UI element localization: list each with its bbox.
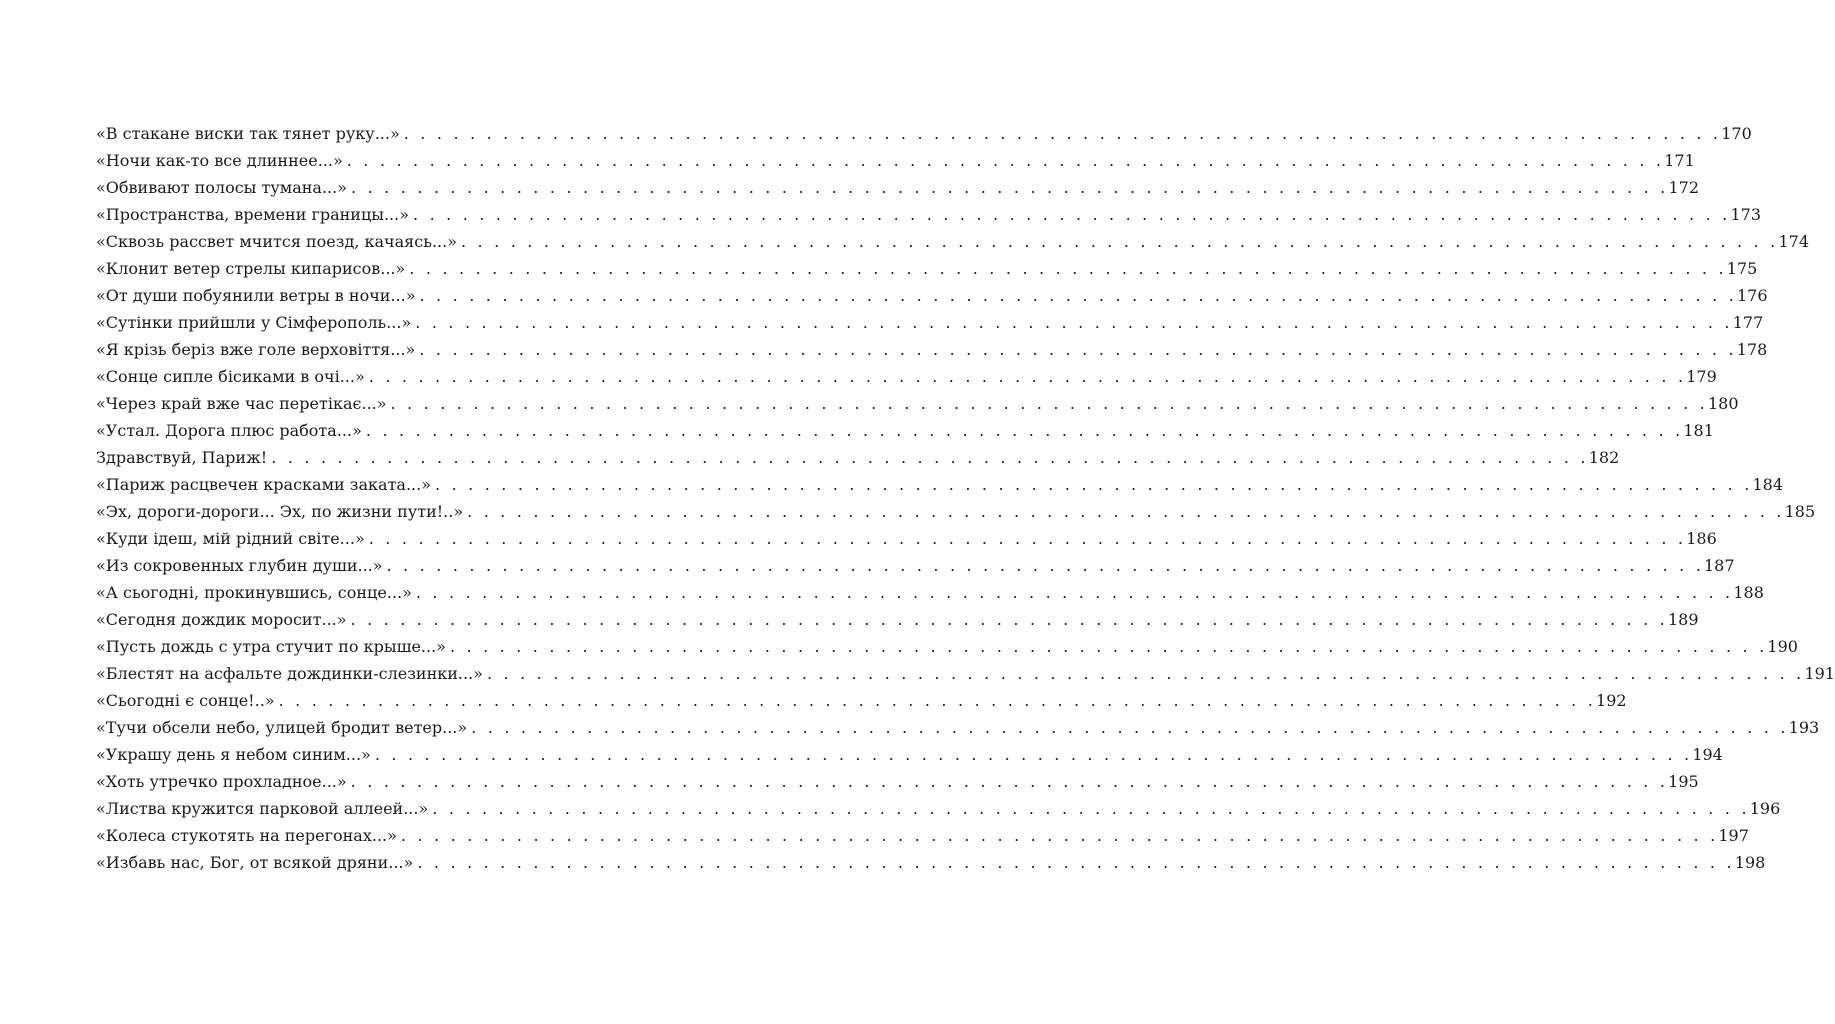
toc-entry (96, 745, 1723, 772)
toc-entry-page-number: 188 (1733, 583, 1764, 602)
toc-entry (96, 529, 1717, 556)
toc-entry (96, 826, 1749, 853)
toc-entry-page-number: 174 (1778, 232, 1809, 251)
toc-entry-title: «Я крізь беріз вже голе верховіття...» (96, 340, 416, 359)
toc-entry (96, 718, 1820, 745)
toc-entry-title: «Пространства, времени границы...» (96, 205, 410, 224)
toc-entry (96, 259, 1758, 286)
toc-dot-leader: . . . . . . . . . . . . . . . . . . . . . . . . . . . . . . . . . . . . . . . . . . . . . . . . . . . . . . . . . . . . . . . . . . . . . . . . . . . . . . . . (368, 529, 1687, 548)
toc-entry-page-number: 176 (1736, 286, 1768, 305)
toc-entry-page-number: 192 (1596, 691, 1627, 710)
toc-dot-leader: . . . . . . . . . . . . . . . . . . . . . . . . . . . . . . . . . . . . . . . . . . . . . . . . . . . . . . . . . . . . . . . . . . . . . . . . . . . . . . . . (350, 610, 1668, 629)
toc-entry (96, 232, 1809, 259)
toc-entry-title: «Из сокровенных глубин души...» (96, 556, 383, 575)
toc-entry (96, 556, 1735, 583)
toc-entry-page-number: 198 (1734, 853, 1766, 872)
toc-dot-leader: . . . . . . . . . . . . . . . . . . . . . . . . . . . . . . . . . . . . . . . . . . . . . . . . . . . . . . . . . . . . . . . . . . . . . . . . . . . . . . . . (417, 853, 1735, 872)
toc-entry-page-number: 175 (1726, 259, 1758, 278)
toc-entry-title: «Сегодня дождик моросит...» (96, 610, 347, 629)
toc-entry (96, 502, 1816, 529)
toc-entry-page-number: 194 (1692, 745, 1723, 764)
toc-entry-title: «Устал. Дорога плюс работа...» (96, 421, 362, 440)
toc-entry-page-number: 191 (1804, 664, 1835, 683)
toc-dot-leader: . . . . . . . . . . . . . . . . . . . . . . . . . . . . . . . . . . . . . . . . . . . . . . . . . . . . . . . . . . . . . . . . . . . . . . . . . . . . . . . . (374, 745, 1693, 764)
toc-entry (96, 178, 1700, 205)
toc-dot-leader: . . . . . . . . . . . . . . . . . . . . . . . . . . . . . . . . . . . . . . . . . . . . . . . . . . . . . . . . . . . . . . . . . . . . . . . . . . . . . . . . (386, 556, 1704, 575)
toc-entry-page-number: 182 (1588, 448, 1620, 467)
toc-entry-page-number: 186 (1686, 529, 1717, 548)
toc-entry (96, 313, 1764, 340)
toc-dot-leader: . . . . . . . . . . . . . . . . . . . . . . . . . . . . . . . . . . . . . . . . . . . . . . . . . . . . . . . . . . . . . . . . . . . . . . . . . . . . . . . . (350, 772, 1669, 791)
toc-dot-leader: . . . . . . . . . . . . . . . . . . . . . . . . . . . . . . . . . . . . . . . . . . . . . . . . . . . . . . . . . . . . . . . . . . . . . . . . . . . . . . . . (413, 205, 1731, 224)
toc-entry-title: «В стакане виски так тянет руку...» (96, 124, 400, 143)
toc-entry-page-number: 196 (1749, 799, 1781, 818)
toc-dot-leader: . . . . . . . . . . . . . . . . . . . . . . . . . . . . . . . . . . . . . . . . . . . . . . . . . . . . . . . . . . . . . . . . . . . . . . . . . . . . . . . . (278, 691, 1597, 710)
toc-entry (96, 394, 1739, 421)
toc-entry-page-number: 181 (1683, 421, 1714, 440)
toc-entry-page-number: 180 (1707, 394, 1739, 413)
toc-entry-page-number: 177 (1732, 313, 1764, 332)
toc-entry-page-number: 187 (1704, 556, 1735, 575)
toc-entry (96, 421, 1714, 448)
toc-entry-title: «Избавь нас, Бог, от всякой дряни...» (96, 853, 414, 872)
toc-dot-leader: . . . . . . . . . . . . . . . . . . . . . . . . . . . . . . . . . . . . . . . . . . . . . . . . . . . . . . . . . . . . . . . . . . . . . . . . . . . . . . . . (419, 286, 1737, 305)
toc-entry-page-number: 190 (1767, 637, 1798, 656)
toc-entry (96, 691, 1627, 718)
toc-entry-title: «Колеса стукотять на перегонах...» (96, 826, 397, 845)
toc-dot-leader: . . . . . . . . . . . . . . . . . . . . . . . . . . . . . . . . . . . . . . . . . . . . . . . . . . . . . . . . . . . . . . . . . . . . . . . . . . . . . . . . (400, 826, 1719, 845)
toc-entry-title: «Сьогодні є сонце!..» (96, 691, 275, 710)
toc-dot-leader: . . . . . . . . . . . . . . . . . . . . . . . . . . . . . . . . . . . . . . . . . . . . . . . . . . . . . . . . . . . . . . . . . . . . . . . . . . . . . . . . (486, 664, 1805, 683)
toc-entry-title: «Блестят на асфальте дождинки-слезинки...» (96, 664, 483, 683)
toc-dot-leader: . . . . . . . . . . . . . . . . . . . . . . . . . . . . . . . . . . . . . . . . . . . . . . . . . . . . . . . . . . . . . . . . . . . . . . . . . . . . . . . . (419, 340, 1737, 359)
toc-dot-leader: . . . . . . . . . . . . . . . . . . . . . . . . . . . . . . . . . . . . . . . . . . . . . . . . . . . . . . . . . . . . . . . . . . . . . . . . . . . . . . . . (409, 259, 1727, 278)
toc-entry-title: «Сонце сипле бісиками в очі...» (96, 367, 365, 386)
toc-entry-title: «Обвивают полосы тумана...» (96, 178, 347, 197)
toc-entry (96, 367, 1717, 394)
toc-entry (96, 448, 1620, 475)
toc-entry-title: «Через край вже час перетікає...» (96, 394, 387, 413)
toc-entry-title: «Сутінки прийшли у Сімферополь...» (96, 313, 412, 332)
toc-entry-title: «А сьогодні, прокинувшись, сонце...» (96, 583, 412, 602)
toc-entry-page-number: 179 (1686, 367, 1717, 386)
toc-dot-leader: . . . . . . . . . . . . . . . . . . . . . . . . . . . . . . . . . . . . . . . . . . . . . . . . . . . . . . . . . . . . . . . . . . . . . . . . . . . . . . . . (351, 178, 1669, 197)
toc-entry (96, 475, 1784, 502)
toc-dot-leader: . . . . . . . . . . . . . . . . . . . . . . . . . . . . . . . . . . . . . . . . . . . . . . . . . . . . . . . . . . . . . . . . . . . . . . . . . . . . . . . . (432, 799, 1750, 818)
toc-entry-title: «От души побуянили ветры в ночи...» (96, 286, 416, 305)
toc-dot-leader: . . . . . . . . . . . . . . . . . . . . . . . . . . . . . . . . . . . . . . . . . . . . . . . . . . . . . . . . . . . . . . . . . . . . . . . . . . . . . . . . (390, 394, 1708, 413)
toc-dot-leader: . . . . . . . . . . . . . . . . . . . . . . . . . . . . . . . . . . . . . . . . . . . . . . . . . . . . . . . . . . . . . . . . . . . . . . . . . . . . . . . . (403, 124, 1722, 143)
toc-entry-title: «Тучи обсели небо, улицей бродит ветер...» (96, 718, 468, 737)
toc-dot-leader: . . . . . . . . . . . . . . . . . . . . . . . . . . . . . . . . . . . . . . . . . . . . . . . . . . . . . . . . . . . . . . . . . . . . . . . . . . . . . . . . (435, 475, 1753, 494)
toc-entry-page-number: 185 (1784, 502, 1816, 521)
toc-dot-leader: . . . . . . . . . . . . . . . . . . . . . . . . . . . . . . . . . . . . . . . . . . . . . . . . . . . . . . . . . . . . . . . . . . . . . . . . . . . . . . . . (415, 583, 1734, 602)
toc-dot-leader: . . . . . . . . . . . . . . . . . . . . . . . . . . . . . . . . . . . . . . . . . . . . . . . . . . . . . . . . . . . . . . . . . . . . . . . . . . . . . . . . (449, 637, 1768, 656)
toc-dot-leader: . . . . . . . . . . . . . . . . . . . . . . . . . . . . . . . . . . . . . . . . . . . . . . . . . . . . . . . . . . . . . . . . . . . . . . . . . . . . . . . . (415, 313, 1733, 332)
toc-entry-title: «Париж расцвечен красками заката...» (96, 475, 432, 494)
toc-entry-page-number: 170 (1721, 124, 1752, 143)
toc-entry-page-number: 189 (1667, 610, 1699, 629)
toc-dot-leader: . . . . . . . . . . . . . . . . . . . . . . . . . . . . . . . . . . . . . . . . . . . . . . . . . . . . . . . . . . . . . . . . . . . . . . . . . . . . . . . . (460, 232, 1779, 251)
toc-dot-leader: . . . . . . . . . . . . . . . . . . . . . . . . . . . . . . . . . . . . . . . . . . . . . . . . . . . . . . . . . . . . . . . . . . . . . . . . . . . . . . . . (271, 448, 1589, 467)
toc-dot-leader: . . . . . . . . . . . . . . . . . . . . . . . . . . . . . . . . . . . . . . . . . . . . . . . . . . . . . . . . . . . . . . . . . . . . . . . . . . . . . . . . (346, 151, 1665, 170)
toc-entry (96, 124, 1752, 151)
toc-entry-page-number: 178 (1736, 340, 1768, 359)
toc-dot-leader: . . . . . . . . . . . . . . . . . . . . . . . . . . . . . . . . . . . . . . . . . . . . . . . . . . . . . . . . . . . . . . . . . . . . . . . . . . . . . . . . (471, 718, 1789, 737)
toc-dot-leader: . . . . . . . . . . . . . . . . . . . . . . . . . . . . . . . . . . . . . . . . . . . . . . . . . . . . . . . . . . . . . . . . . . . . . . . . . . . . . . . . (467, 502, 1785, 521)
toc-entry-title: «Клонит ветер стрелы кипарисов...» (96, 259, 406, 278)
toc-entry (96, 205, 1762, 232)
toc-entry-title: «Ночи как-то все длиннее...» (96, 151, 343, 170)
toc-entry (96, 286, 1768, 313)
toc-entry-title: «Куди ідеш, мій рідний світе...» (96, 529, 365, 548)
toc-entry (96, 664, 1835, 691)
toc-dot-leader: . . . . . . . . . . . . . . . . . . . . . . . . . . . . . . . . . . . . . . . . . . . . . . . . . . . . . . . . . . . . . . . . . . . . . . . . . . . . . . . . (365, 421, 1684, 440)
toc-entry-title: Здравствуй, Париж! (96, 448, 268, 467)
toc-entry-page-number: 173 (1730, 205, 1762, 224)
toc-entry-page-number: 172 (1668, 178, 1700, 197)
table-of-contents (96, 124, 1835, 880)
toc-entry-title: «Эх, дороги-дороги... Эх, по жизни пути!..» (96, 502, 464, 521)
toc-entry-title: «Украшу день я небом синим...» (96, 745, 371, 764)
toc-entry (96, 340, 1768, 367)
toc-entry-page-number: 171 (1664, 151, 1695, 170)
toc-entry (96, 853, 1766, 880)
toc-entry-title: «Сквозь рассвет мчится поезд, качаясь...» (96, 232, 457, 251)
toc-entry-title: «Пусть дождь с утра стучит по крыше...» (96, 637, 446, 656)
toc-entry (96, 583, 1764, 610)
toc-entry-page-number: 197 (1718, 826, 1749, 845)
toc-entry-page-number: 193 (1788, 718, 1820, 737)
toc-entry (96, 151, 1695, 178)
toc-entry (96, 772, 1699, 799)
toc-entry-title: «Хоть утречко прохладное...» (96, 772, 347, 791)
toc-entry-page-number: 195 (1668, 772, 1699, 791)
toc-entry (96, 637, 1798, 664)
toc-entry (96, 610, 1699, 637)
toc-entry-page-number: 184 (1752, 475, 1784, 494)
toc-entry-title: «Листва кружится парковой аллеей...» (96, 799, 429, 818)
toc-dot-leader: . . . . . . . . . . . . . . . . . . . . . . . . . . . . . . . . . . . . . . . . . . . . . . . . . . . . . . . . . . . . . . . . . . . . . . . . . . . . . . . . (368, 367, 1687, 386)
toc-entry (96, 799, 1781, 826)
